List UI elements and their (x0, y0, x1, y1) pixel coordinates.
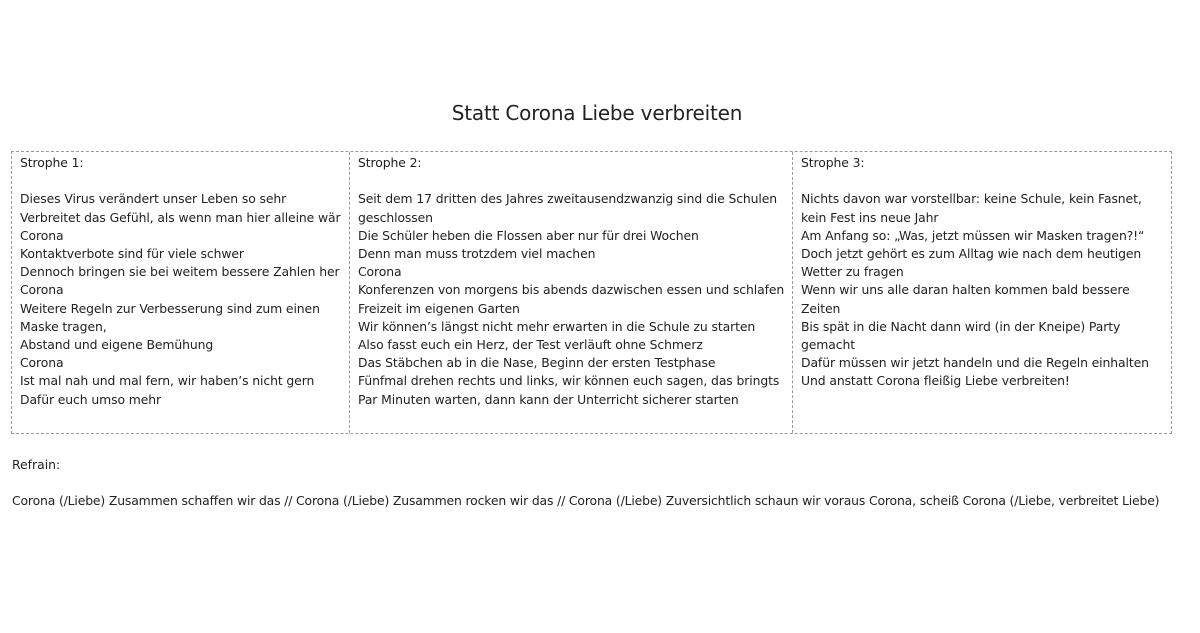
stanza-line: Wir können’s längst nicht mehr erwarten in die Schule zu starten (358, 318, 756, 334)
refrain-text: Corona (/Liebe) Zusammen schaffen wir das // Corona (/Liebe) Zusammen rocken wir das // Corona (/Liebe) Zuversichtlich schaun wir voraus Corona, scheiß Corona (/Liebe, verbreitet Liebe) (12, 493, 1160, 508)
stanza-line: Dieses Virus verändert unser Leben so sehr (20, 191, 287, 207)
stanza-line: Also fasst euch ein Herz, der Test verläuft ohne Schmerz (358, 337, 703, 352)
stanza-line: Abstand und eigene Bemühung (20, 337, 214, 352)
stanza-line: Am Anfang so: „Was, jetzt müssen wir Masken tragen?!“ (801, 227, 1145, 243)
stanza-line: Denn man muss trotzdem viel machen (358, 245, 596, 261)
stanza-line: Dafür müssen wir jetzt handeln und die Regeln einhalten (801, 355, 1149, 371)
stanza-column-2 (349, 152, 792, 433)
stanza-line: Ist mal nah und mal fern, wir haben’s nicht gern (20, 373, 315, 389)
stanza-column-3 (792, 152, 1171, 433)
stanza-line: Konferenzen von morgens bis abends dazwischen essen und schlafen (358, 282, 785, 298)
stanza-heading: Strophe 3: (801, 155, 865, 170)
stanza-line: Seit dem 17 dritten des Jahres zweitausendzwanzig sind die Schulen geschlossen (358, 191, 778, 225)
stanza-line: Weitere Regeln zur Verbesserung sind zum einen Maske tragen, (20, 300, 320, 334)
stanza-line: Verbreitet das Gefühl, als wenn man hier alleine wär Corona (20, 209, 341, 243)
stanza-line: Fünfmal drehen rechts und links, wir können euch sagen, das bringts (358, 373, 780, 389)
stanza-line: Nichts davon war vorstellbar: keine Schule, kein Fasnet, kein Fest ins neue Jahr (801, 191, 1142, 225)
stanza-line: Dennoch bringen sie bei weitem bessere Zahlen her Corona (20, 264, 340, 298)
refrain-label: Refrain: (12, 457, 61, 472)
stanza-line: Wenn wir uns alle daran halten kommen bald bessere Zeiten (801, 282, 1130, 316)
stanza-line: Bis spät in die Nacht dann wird (in der Kneipe) Party gemacht (801, 318, 1121, 352)
stanza-line: Kontaktverbote sind für viele schwer (20, 245, 244, 261)
stanza-column-1 (12, 152, 349, 433)
stanza-line: Die Schüler heben die Flossen aber nur für drei Wochen (358, 227, 699, 243)
document-title: Statt Corona Liebe verbreiten (451, 101, 743, 125)
stanza-line: Doch jetzt gehört es zum Alltag wie nach dem heutigen Wetter zu fragen (801, 245, 1142, 280)
stanza-heading: Strophe 2: (358, 155, 422, 170)
stanza-line: Corona (358, 264, 402, 280)
stanza-line: Und anstatt Corona fleißig Liebe verbreiten! (801, 373, 1070, 389)
stanza-line: Par Minuten warten, dann kann der Unterricht sicherer starten (358, 391, 739, 407)
stanza-heading: Strophe 1: (20, 155, 84, 170)
stanza-line: Freizeit im eigenen Garten (358, 300, 520, 316)
stanza-table (11, 151, 1172, 434)
stanza-line: Corona (20, 355, 64, 371)
stanza-line: Dafür euch umso mehr (20, 391, 162, 407)
stanza-line: Das Stäbchen ab in die Nase, Beginn der ersten Testphase (358, 355, 716, 371)
